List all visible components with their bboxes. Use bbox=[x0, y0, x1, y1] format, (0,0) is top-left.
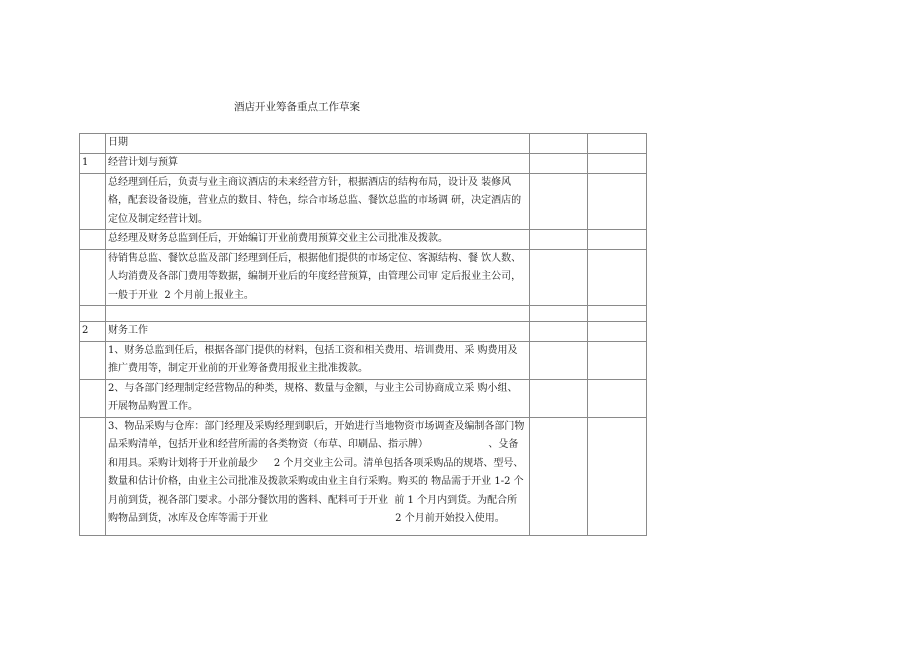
item-cell bbox=[106, 249, 530, 306]
table-cell-blank bbox=[530, 249, 588, 306]
table-row bbox=[80, 379, 647, 417]
table-cell-blank bbox=[588, 379, 647, 417]
table-row-spacer bbox=[80, 306, 647, 322]
table-cell-blank bbox=[588, 154, 647, 174]
table-cell-blank bbox=[530, 341, 588, 379]
table-cell-blank bbox=[80, 306, 106, 322]
item-cell bbox=[106, 173, 530, 230]
table-row bbox=[80, 249, 647, 306]
table-cell-blank bbox=[588, 322, 647, 342]
plan-table bbox=[79, 133, 647, 536]
table-cell-blank bbox=[588, 341, 647, 379]
date-label: 日期 bbox=[106, 134, 530, 154]
table-cell-blank bbox=[530, 306, 588, 322]
table-cell-blank bbox=[530, 322, 588, 342]
table-row-date bbox=[80, 134, 647, 154]
table-cell-blank bbox=[588, 306, 647, 322]
table-row bbox=[80, 230, 647, 250]
table-row bbox=[80, 417, 647, 535]
table-cell-blank bbox=[530, 417, 588, 535]
table-cell-blank bbox=[106, 306, 530, 322]
item-cell bbox=[106, 417, 530, 535]
item-text: 总经理及财务总监到任后，开始编订开业前费用预算交业主公司批准及拨款。 bbox=[108, 233, 448, 244]
item-text: 2、与各部门经理制定经营物品的种类，规格、数量与金额，与业主公司协商成立采 购小组、开展物品购置工作。 bbox=[108, 382, 518, 412]
section-number: 1 bbox=[80, 154, 106, 174]
item-text: 3、物品采购与仓库：部门经理及采购经理到职后，开始进行当地物资市场调查及编制各部门物品采购清单，包括开业和经营所需的各类物资（布草、印刷品、指示牌） 、殳备和用具。采购计划将于开业前最少 2 个月交业主公司。清单包括各项采购品的规塔、型号、数量和估计价格，由业主公司批准及拨款采购或由业主自行采购。购买的 物品需于开业 1-2 个月前到货，视各部门要求。小部分餐饮用的酱料、配料可于开业 前 1 个月内到货。为配合所购物品到货，冰库及仓库等需于开业 2 个月前开始投入使用。 bbox=[108, 420, 525, 524]
table-cell-blank bbox=[588, 230, 647, 250]
table-cell-blank bbox=[530, 379, 588, 417]
section-number: 2 bbox=[80, 322, 106, 342]
table-cell-blank bbox=[80, 341, 106, 379]
table-cell-blank bbox=[530, 154, 588, 174]
section-title: 财务工作 bbox=[106, 322, 530, 342]
table-cell-blank bbox=[80, 173, 106, 230]
table-cell-blank bbox=[80, 230, 106, 250]
section-title: 经营计划与预算 bbox=[106, 154, 530, 174]
item-text: 1、财务总监到任后，根据各部门提供的材料，包括工资和相关费用、培训费用、采 购费用及推广费用等，制定开业前的开业筹备费用报业主批准拨款。 bbox=[108, 344, 518, 374]
item-cell bbox=[106, 379, 530, 417]
table-cell-blank bbox=[80, 379, 106, 417]
table-cell-blank bbox=[588, 173, 647, 230]
item-cell bbox=[106, 341, 530, 379]
section-header-row bbox=[80, 154, 647, 174]
table-cell-blank bbox=[80, 417, 106, 535]
table-row bbox=[80, 173, 647, 230]
item-text: 总经理到任后，负责与业主商议酒店的未来经营方针，根据酒店的结构布局，设计及 装修风格，配套设备设施，营业点的数目、特色，综合市场总监、餐饮总监的市场调 研，决定酒店的定位及制定经营计划。 bbox=[108, 176, 522, 225]
table-cell-blank bbox=[530, 134, 588, 154]
table-cell-blank bbox=[588, 134, 647, 154]
table-cell-blank bbox=[530, 230, 588, 250]
document-title: 酒店开业筹备重点工作草案 bbox=[234, 101, 360, 113]
table-cell-blank bbox=[530, 173, 588, 230]
table-cell-blank bbox=[80, 249, 106, 306]
table-cell-blank bbox=[588, 249, 647, 306]
item-text: 待销售总监、餐饮总监及部门经理到任后，根据他们提供的市场定位、客源结构、餐 饮人数、人均消费及各部门费用等数据，编制开业后的年度经营预算，由管理公司审 定后报业主公司，一般于开业 2 个月前上报业主。 bbox=[108, 252, 522, 301]
table-cell-blank bbox=[80, 134, 106, 154]
table-cell-blank bbox=[588, 417, 647, 535]
item-cell bbox=[106, 230, 530, 250]
table-row bbox=[80, 341, 647, 379]
section-header-row bbox=[80, 322, 647, 342]
